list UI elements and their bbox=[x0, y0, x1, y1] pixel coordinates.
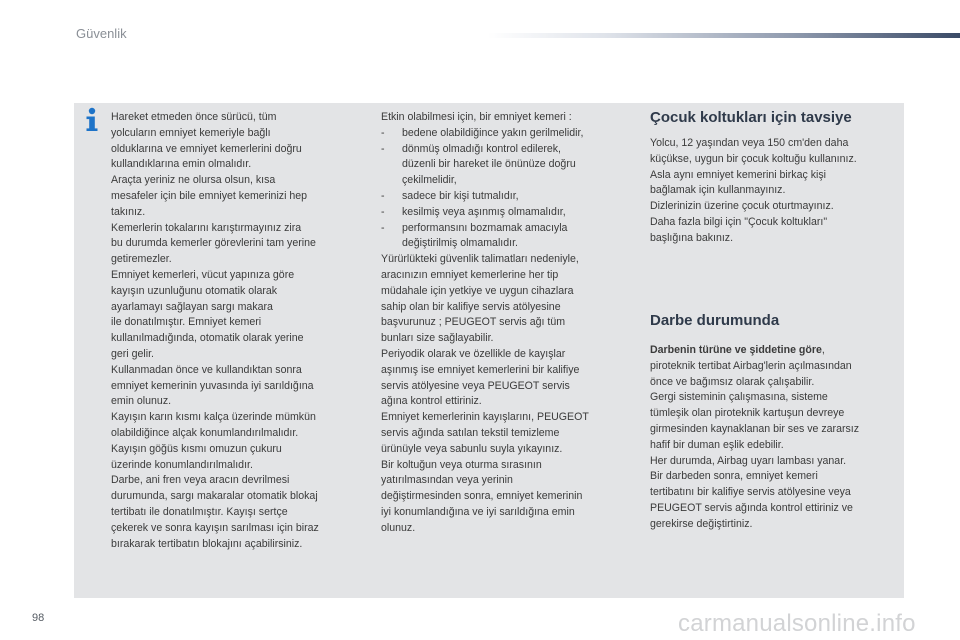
maintenance-line: Bir koltuğun veya oturma sırasının bbox=[381, 458, 542, 471]
requirement-text bbox=[402, 189, 629, 205]
list-dash: - bbox=[381, 126, 385, 139]
advice-line: Kullanmadan önce ve kullandıktan sonra bbox=[111, 363, 302, 376]
advice-line: emniyet kemerinin yuvasında iyi sarıldığına bbox=[111, 379, 314, 392]
maintenance-line: aşınmış ise emniyet kemerlerini bir kalifiye bbox=[381, 363, 580, 376]
advice-line: Kemerlerin tokalarını karıştırmayınız zira bbox=[111, 221, 302, 234]
requirements-intro: Etkin olabilmesi için, bir emniyet kemeri : bbox=[381, 111, 572, 123]
advice-line: getiremezler. bbox=[111, 253, 172, 266]
maintenance-line: aracınızın emniyet kemerlerine her tip bbox=[381, 268, 559, 281]
maintenance-line: bunları size sağlayabilir. bbox=[381, 332, 494, 345]
list-dash: - bbox=[381, 205, 385, 218]
advice-line: yolcuların emniyet kemeriyle bağlı bbox=[111, 126, 271, 139]
impact-line: girmesinden kaynaklanan bir ses ve zararsız bbox=[650, 422, 860, 435]
maintenance-line: değiştirmesinden sonra, emniyet kemerinin bbox=[381, 490, 583, 503]
advice-line: Emniyet kemerleri, vücut yapınıza göre bbox=[111, 268, 295, 281]
list-dash: - bbox=[381, 221, 385, 234]
requirement-text bbox=[402, 221, 629, 253]
requirement-item bbox=[381, 205, 629, 221]
child-seat-line: Yolcu, 12 yaşından veya 150 cm'den daha bbox=[650, 137, 849, 149]
requirement-line: sadece bir kişi tutmalıdır, bbox=[402, 189, 519, 202]
advice-line: Hareket etmeden önce sürücü, tüm bbox=[111, 111, 277, 123]
impact-line: Her durumda, Airbag uyarı lambası yanar. bbox=[650, 454, 847, 467]
impact-line: önce ve bağımsız olarak çalışabilir. bbox=[650, 375, 815, 388]
child-seat-line: Asla aynı emniyet kemerini birkaç kişi bbox=[650, 168, 827, 181]
child-seat-text bbox=[650, 136, 902, 247]
maintenance-line: Periyodik olarak ve özellikle de kayışlar bbox=[381, 347, 566, 360]
advice-line: geri gelir. bbox=[111, 347, 154, 360]
impact-lead bbox=[650, 343, 902, 359]
advice-line: çekerek ve sonra kayışın sarılması için biraz bbox=[111, 521, 319, 534]
requirement-line: değiştirilmiş olmamalıdır. bbox=[402, 237, 518, 250]
requirement-text bbox=[402, 205, 629, 221]
impact-line: tümleşik olan piroteknik kartuşun devreye bbox=[650, 407, 845, 420]
advice-line: üzerinde konumlandırılmalıdır. bbox=[111, 458, 253, 471]
advice-line: durumunda, sargı makaralar otomatik blokaj bbox=[111, 490, 318, 503]
advice-line: bu durumda kemerler görevlerini tam yerine bbox=[111, 237, 316, 250]
requirements-list bbox=[381, 126, 629, 252]
impact-line: piroteknik tertibat Airbag'lerin açılmasından bbox=[650, 359, 852, 372]
advice-line: olabildiğince alçak konumlandırılmalıdır. bbox=[111, 426, 299, 439]
watermark: carmanualsonline.info bbox=[678, 610, 916, 637]
advice-line: kullandıklarına emin olmalıdır. bbox=[111, 158, 252, 171]
requirement-line: çekilmelidir, bbox=[402, 174, 457, 187]
maintenance-line: iyi konumlandığına ve iyi sarıldığına emin bbox=[381, 505, 575, 518]
child-seat-section bbox=[650, 108, 902, 247]
requirement-line: kesilmiş veya aşınmış olmamalıdır, bbox=[402, 205, 566, 218]
impact-line: tertibatını bir kalifiye servis atölyesine veya bbox=[650, 486, 851, 499]
seatbelt-advice-column bbox=[111, 110, 356, 552]
requirement-item bbox=[381, 126, 629, 142]
advice-line: kullanılmadığında, otomatik olarak yerine bbox=[111, 332, 304, 345]
seatbelt-requirements-column bbox=[381, 110, 629, 537]
impact-heading: Darbe durumunda bbox=[650, 312, 780, 329]
info-icon bbox=[81, 107, 103, 133]
impact-line: hafif bir duman eşlik edebilir. bbox=[650, 438, 784, 451]
maintenance-text bbox=[381, 252, 629, 536]
impact-section bbox=[650, 311, 902, 533]
advice-line: takınız. bbox=[111, 205, 146, 218]
impact-line: Bir darbeden sonra, emniyet kemeri bbox=[650, 470, 818, 483]
advice-line: Darbe, ani fren veya aracın devrilmesi bbox=[111, 474, 290, 487]
requirement-line: düzenli bir hareket ile önünüze doğru bbox=[402, 158, 576, 171]
maintenance-line: Emniyet kemerlerinin kayışlarını, PEUGEOT bbox=[381, 411, 589, 424]
advice-line: ayarlamayı sağlayan sargı makara bbox=[111, 300, 273, 313]
maintenance-line: olunuz. bbox=[381, 521, 416, 534]
child-seat-heading: Çocuk koltukları için tavsiye bbox=[650, 109, 852, 126]
maintenance-line: Yürürlükteki güvenlik talimatları nedeniyle, bbox=[381, 253, 579, 266]
list-dash: - bbox=[381, 189, 385, 202]
maintenance-line: servis ağında satılan tekstil temizleme bbox=[381, 426, 560, 439]
maintenance-line: servis atölyesine veya PEUGEOT servis bbox=[381, 379, 570, 392]
header-gradient-bar bbox=[488, 33, 960, 38]
requirement-text bbox=[402, 126, 629, 142]
advice-line: Araçta yeriniz ne olursa olsun, kısa bbox=[111, 174, 276, 187]
maintenance-line: yatırılmasından veya yerinin bbox=[381, 474, 513, 487]
child-seat-line: başlığına bakınız. bbox=[650, 231, 734, 244]
maintenance-line: başvurunuz ; PEUGEOT servis ağı tüm bbox=[381, 316, 566, 329]
child-seat-line: Dizlerinizin üzerine çocuk oturtmayınız. bbox=[650, 200, 834, 213]
advice-line: ile donatılmıştır. Emniyet kemeri bbox=[111, 316, 262, 329]
impact-line: gerekirse değiştirtiniz. bbox=[650, 517, 753, 530]
maintenance-line: ürünüyle veya sabunlu suyla yıkayınız. bbox=[381, 442, 563, 455]
section-title: Güvenlik bbox=[76, 26, 127, 41]
child-seat-line: Daha fazla bilgi için "Çocuk koltukları" bbox=[650, 215, 828, 228]
advice-line: tertibatı ile donatılmıştır. Kayışı sertçe bbox=[111, 505, 288, 518]
advice-line: bırakarak tertibatın blokajını açabilirsiniz. bbox=[111, 537, 303, 550]
advice-line: Kayışın karın kısmı kalça üzerinde mümkün bbox=[111, 411, 316, 424]
maintenance-line: sahip olan bir kalifiye servis atölyesine bbox=[381, 300, 561, 313]
impact-line: Gergi sisteminin çalışmasına, sisteme bbox=[650, 391, 828, 404]
list-dash: - bbox=[381, 142, 385, 155]
impact-lead-rest: , bbox=[821, 344, 825, 356]
requirement-item bbox=[381, 189, 629, 205]
maintenance-line: ağına kontrol ettiriniz. bbox=[381, 395, 482, 408]
requirement-line: dönmüş olmadığı kontrol edilerek, bbox=[402, 142, 561, 155]
impact-lead-bold: Darbenin türüne ve şiddetine göre bbox=[650, 344, 822, 356]
child-seat-line: küçükse, uygun bir çocuk koltuğu kullanınız. bbox=[650, 152, 857, 165]
impact-text bbox=[650, 359, 902, 533]
child-seat-line: bağlamak için kullanmayınız. bbox=[650, 184, 786, 197]
impact-line: PEUGEOT servis ağında kontrol ettiriniz ve bbox=[650, 501, 853, 514]
requirement-line: performansını bozmamak amacıyla bbox=[402, 221, 568, 234]
advice-line: emin olunuz. bbox=[111, 395, 172, 408]
advice-line: olduklarına ve emniyet kemerlerini doğru bbox=[111, 142, 302, 155]
page-number: 98 bbox=[32, 612, 45, 624]
advice-line: mesafeler için bile emniyet kemerinizi hep bbox=[111, 189, 308, 202]
requirement-item bbox=[381, 221, 629, 253]
requirement-text bbox=[402, 142, 629, 189]
requirement-line: bedene olabildiğince yakın gerilmelidir, bbox=[402, 126, 584, 139]
advice-line: Kayışın göğüs kısmı omuzun çukuru bbox=[111, 442, 282, 455]
requirement-item bbox=[381, 142, 629, 189]
advice-line: kayışın uzunluğunu otomatik olarak bbox=[111, 284, 278, 297]
maintenance-line: müdahale için yetkiye ve uygun cihazlara bbox=[381, 284, 574, 297]
